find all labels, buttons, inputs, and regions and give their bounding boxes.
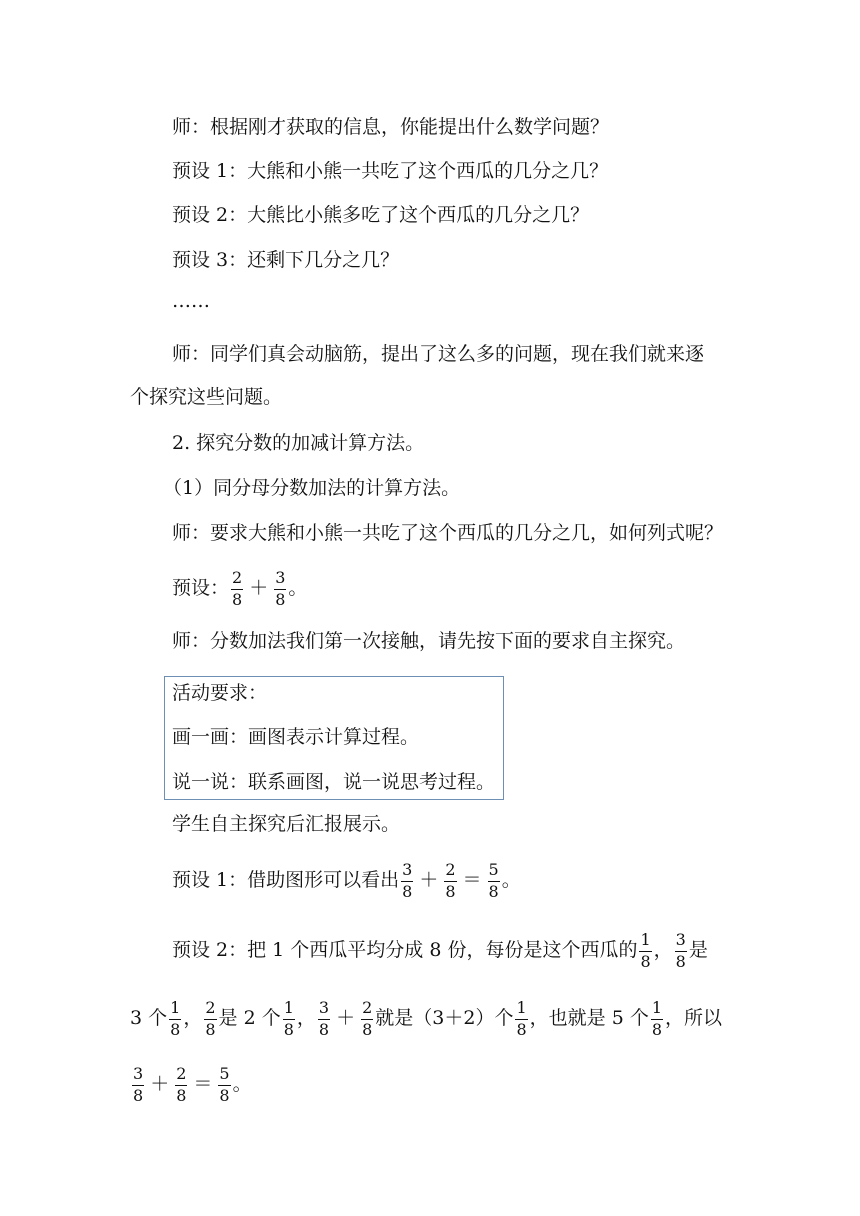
preset-2-text-a: 预设 2：把 1 个西瓜平均分成 8 份，每份是这个西瓜的 (172, 939, 638, 961)
preset-2-text-c: 3 个 (130, 1007, 168, 1029)
ellipsis: …… (172, 290, 210, 312)
fraction-3-8: $\frac{3}{8}$ (675, 929, 686, 971)
fraction-1-8: $\frac{1}{8}$ (640, 929, 651, 971)
plus-sign: ＋ (150, 1073, 170, 1095)
preset-1-graphic (172, 860, 772, 900)
preset-2-text-f: ，也就是 5 个 (529, 1007, 649, 1029)
preset-2-text-g: ，所以 (665, 1007, 723, 1029)
activity-item-draw: 画一画：画图表示计算过程。 (172, 726, 420, 748)
fraction-3-8: $\frac{3}{8}$ (133, 1063, 144, 1105)
subsection-heading: （1）同分母分数加法的计算方法。 (163, 477, 461, 499)
preset-expression (172, 568, 772, 608)
preset-label: 预设： (172, 577, 230, 599)
section-heading: 2. 探究分数的加减计算方法。 (172, 432, 425, 454)
comma: ， (183, 1007, 203, 1029)
activity-item-say: 说一说：联系画图，说一说思考过程。 (172, 771, 496, 793)
preset-1: 预设 1：大熊和小熊一共吃了这个西瓜的几分之几？ (172, 160, 609, 182)
preset-2: 预设 2：大熊比小熊多吃了这个西瓜的几分之几？ (172, 204, 590, 226)
teacher-expression-question: 师：要求大熊和小熊一共吃了这个西瓜的几分之几，如何列式呢？ (172, 522, 724, 544)
preset-1-text: 预设 1：借助图形可以看出 (172, 869, 400, 891)
fraction-3-8: $\frac{3}{8}$ (402, 859, 413, 901)
equals-sign: ＝ (462, 869, 482, 891)
teacher-question: 师：根据刚才获取的信息，你能提出什么数学问题？ (172, 116, 610, 138)
teacher-praise: 师：同学们真会动脑筋，提出了这么多的问题，现在我们就来逐 (172, 343, 705, 365)
fraction-5-8: $\frac{5}{8}$ (488, 859, 499, 901)
preset-2-line1 (172, 930, 772, 970)
preset-2-text-e: 就是（3＋2）个 (375, 1007, 514, 1029)
fraction-1-8: $\frac{1}{8}$ (170, 997, 181, 1039)
fraction-3-8: $\frac{3}{8}$ (275, 567, 286, 609)
fraction-3-8: $\frac{3}{8}$ (318, 997, 330, 1039)
equals-sign: ＝ (193, 1073, 213, 1095)
fraction-1-8: $\frac{1}{8}$ (283, 997, 294, 1039)
comma: ， (653, 939, 673, 961)
fraction-2-8: $\frac{2}{8}$ (205, 997, 216, 1039)
fraction-1-8: $\frac{1}{8}$ (516, 997, 527, 1039)
plus-sign: ＋ (336, 1007, 356, 1029)
fraction-2-8: $\frac{2}{8}$ (362, 997, 373, 1039)
activity-title: 活动要求： (172, 682, 268, 704)
preset-2-text-b: 是 (688, 939, 708, 961)
comma: ， (296, 1007, 316, 1029)
students-report: 学生自主探究后汇报展示。 (172, 813, 401, 835)
plus-sign: ＋ (249, 577, 269, 599)
teacher-praise-cont: 个探究这些问题。 (130, 386, 283, 408)
preset-2-text-d: 是 2 个 (218, 1007, 281, 1029)
period: 。 (501, 869, 521, 891)
preset-3: 预设 3：还剩下几分之几？ (172, 249, 400, 271)
period: 。 (232, 1073, 252, 1095)
teacher-instruction: 师：分数加法我们第一次接触，请先按下面的要求自主探究。 (172, 630, 686, 652)
fraction-5-8: $\frac{5}{8}$ (219, 1063, 230, 1105)
period: 。 (288, 577, 308, 599)
fraction-1-8: $\frac{1}{8}$ (651, 997, 663, 1039)
activity-requirements-box (164, 676, 504, 800)
fraction-2-8: $\frac{2}{8}$ (232, 567, 243, 609)
fraction-2-8: $\frac{2}{8}$ (176, 1063, 187, 1105)
fraction-2-8: $\frac{2}{8}$ (445, 859, 456, 901)
preset-2-line3 (130, 1064, 730, 1104)
preset-2-line2 (130, 998, 730, 1038)
plus-sign: ＋ (419, 869, 439, 891)
